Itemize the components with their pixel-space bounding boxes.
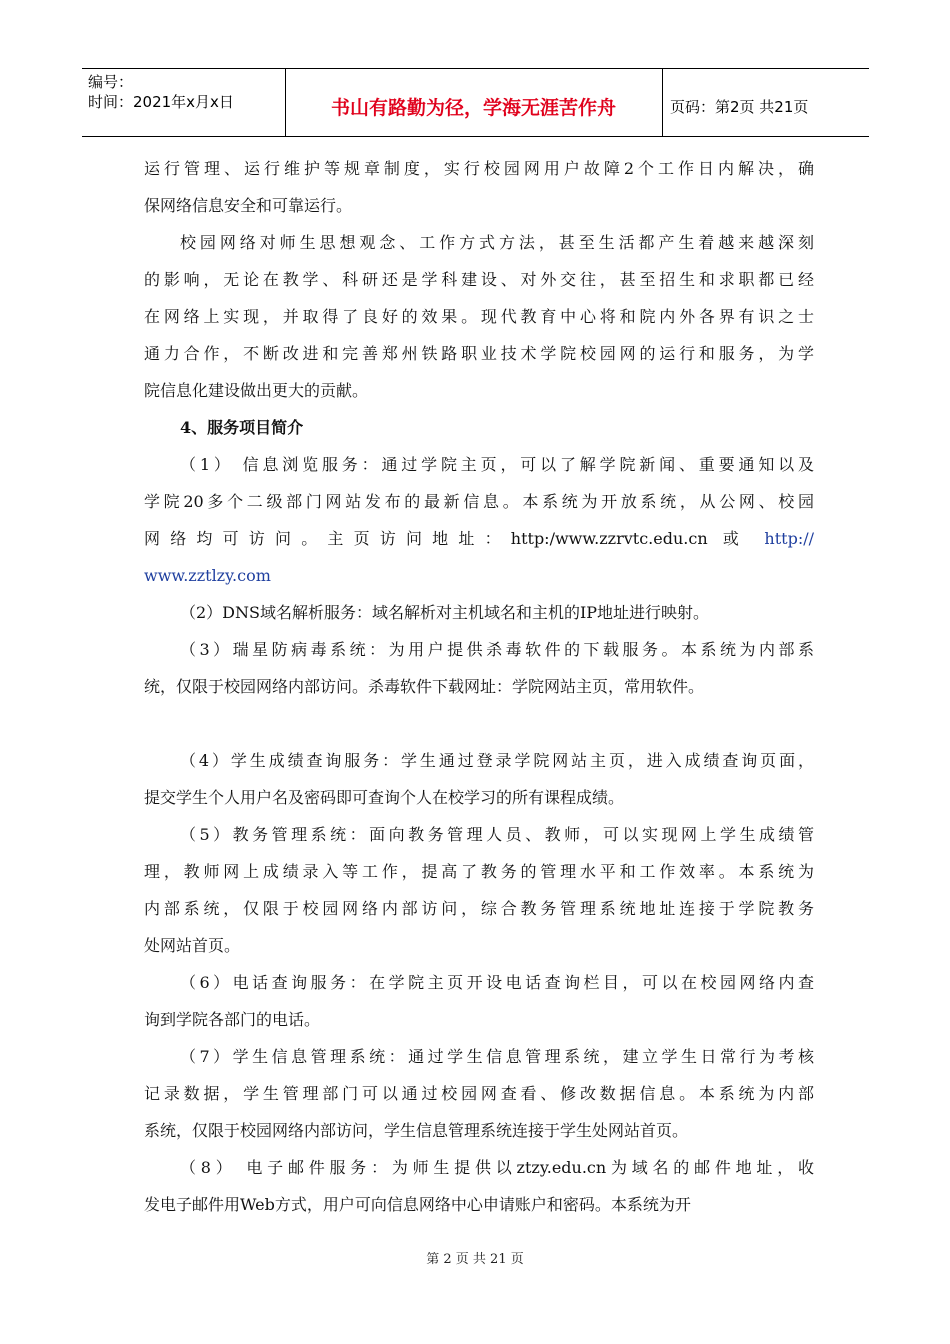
body-line: （5）教务管理系统：面向教务管理人员、教师，可以实现网上学生成绩管	[180, 825, 814, 844]
body-line: （4）学生成绩查询服务：学生通过登录学院网站主页，进入成绩查询页面，	[180, 751, 814, 770]
body-line: 院信息化建设做出更大的贡献。	[144, 381, 369, 400]
document-time: 时间：2021年x月x日	[88, 93, 234, 111]
body-line: （6）电话查询服务：在学院主页开设电话查询栏目，可以在校园网络内查	[180, 973, 814, 992]
body-line: （7）学生信息管理系统：通过学生信息管理系统，建立学生日常行为考核	[180, 1047, 814, 1066]
body-line: （2）DNS域名解析服务：域名解析对主机域名和主机的IP地址进行映射。	[180, 603, 710, 622]
body-line: 学院20多个二级部门网站发布的最新信息。本系统为开放系统，从公网、校园	[144, 492, 814, 511]
page-header	[82, 68, 869, 137]
body-line: 理，教师网上成绩录入等工作，提高了教务的管理水平和工作效率。本系统为	[144, 862, 814, 881]
page-code: 页码：第2页 共21页	[670, 98, 809, 116]
body-line: 校园网络对师生思想观念、工作方式方法，甚至生活都产生着越来越深刻	[180, 233, 814, 252]
body-line: 内部系统，仅限于校园网络内部访问，综合教务管理系统地址连接于学院教务	[144, 899, 814, 918]
motto: 书山有路勤为径，学海无涯苦作舟	[330, 97, 616, 119]
body-line: 提交学生个人用户名及密码即可查询个人在校学习的所有课程成绩。	[144, 788, 625, 807]
body-line: 询到学院各部门的电话。	[144, 1010, 321, 1029]
body-line: 记录数据，学生管理部门可以通过校园网查看、修改数据信息。本系统为内部	[144, 1084, 814, 1103]
body-line: 通力合作，不断改进和完善郑州铁路职业技术学院校园网的运行和服务，为学	[144, 344, 814, 363]
body-line-url-cont	[144, 557, 814, 594]
alt-homepage-link[interactable]: www.zztlzy.com	[144, 566, 271, 585]
body-line: 的影响，无论在教学、科研还是学科建设、对外交往，甚至招生和求职都已经	[144, 270, 814, 289]
body-line: 系统，仅限于校园网络内部访问，学生信息管理系统连接于学生处网站首页。	[144, 1121, 689, 1140]
body-line: 发电子邮件用Web方式，用户可向信息网络中心申请账户和密码。本系统为开	[144, 1195, 691, 1214]
body-line-url	[144, 520, 814, 557]
header-page-cell	[662, 69, 869, 136]
body-line: 在网络上实现，并取得了良好的效果。现代教育中心将和院内外各界有识之士	[144, 307, 814, 326]
header-motto-cell	[285, 69, 663, 136]
body-line: （8） 电子邮件服务：为师生提供以ztzy.edu.cn为域名的邮件地址，收	[180, 1158, 814, 1177]
body-line: 统，仅限于校园网络内部访问。杀毒软件下载网址：学院网站主页，常用软件。	[144, 677, 705, 696]
homepage-link[interactable]: http://	[764, 529, 814, 548]
header-meta-cell	[82, 69, 286, 136]
section-heading: 4、服务项目简介	[180, 418, 304, 437]
document-body	[144, 150, 814, 1223]
page-footer: 第 2 页 共 21 页	[426, 1252, 524, 1267]
body-line: 运行管理、运行维护等规章制度，实行校园网用户故障2个工作日内解决，确	[144, 159, 814, 178]
body-line: 处网站首页。	[144, 936, 241, 955]
document-number: 编号：	[88, 73, 134, 91]
body-line-text: 网络均可访问。主页访问地址：http:/www.zzrvtc.edu.cn 或	[144, 529, 750, 548]
body-line: （3）瑞星防病毒系统：为用户提供杀毒软件的下载服务。本系统为内部系	[180, 640, 814, 659]
body-line: （1） 信息浏览服务：通过学院主页，可以了解学院新闻、重要通知以及	[180, 455, 814, 474]
body-line: 保网络信息安全和可靠运行。	[144, 196, 353, 215]
